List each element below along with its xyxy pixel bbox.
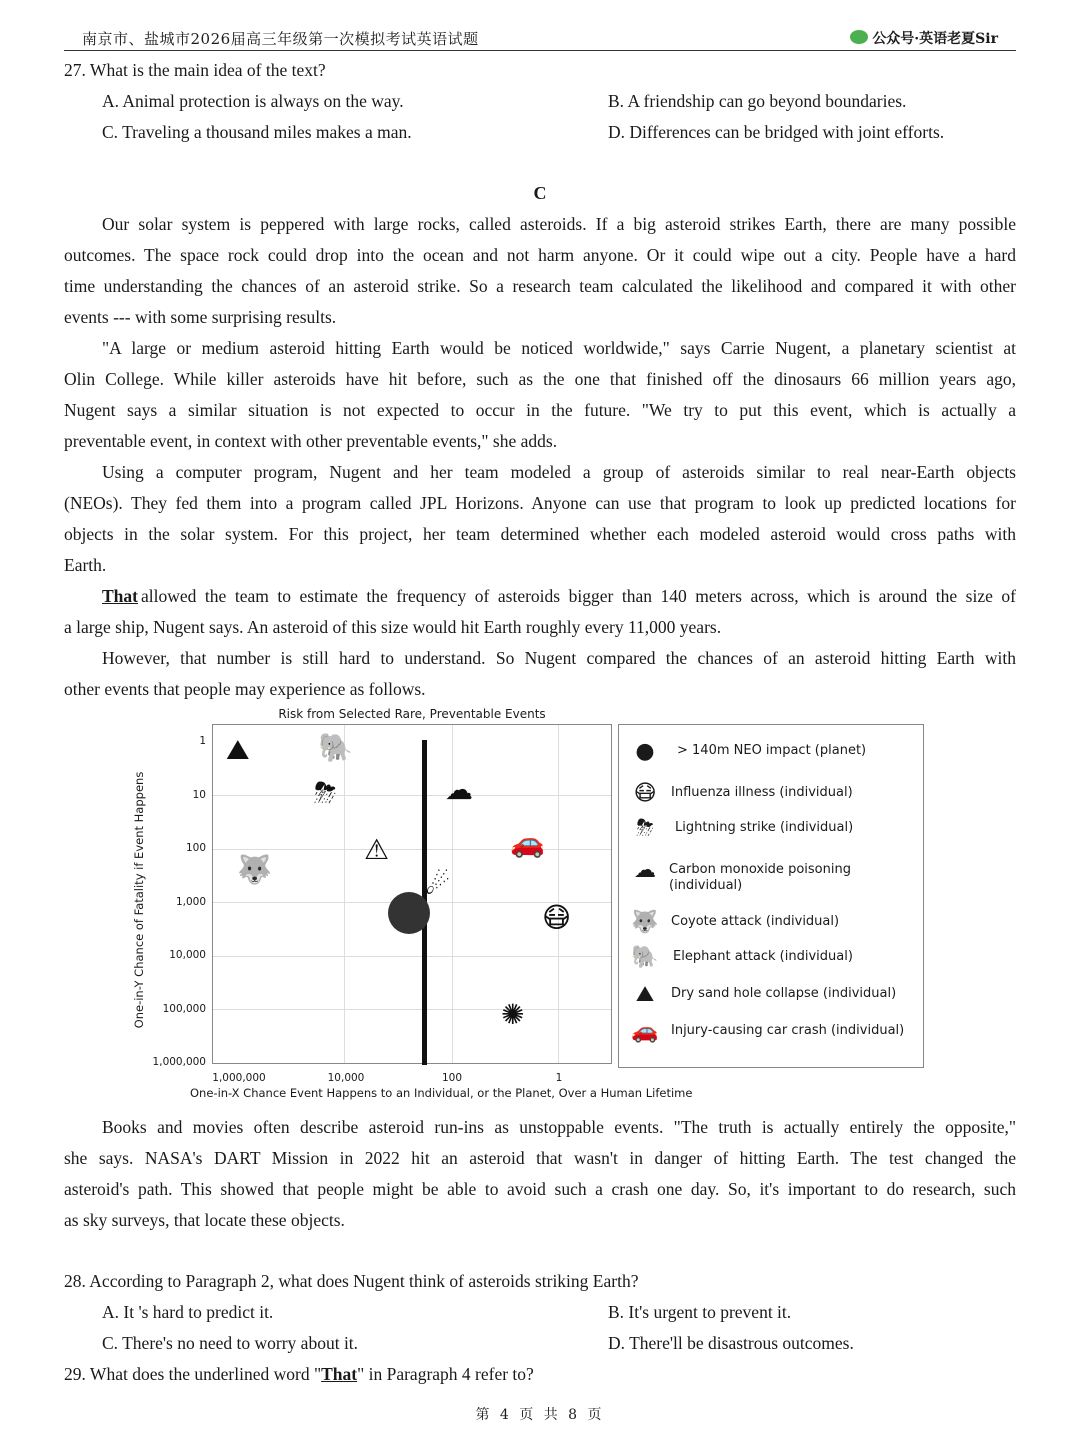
q27-option-d: D. Differences can be bridged with joint efforts. — [608, 122, 945, 142]
p6-line-4: as sky surveys, that locate these objects. — [64, 1210, 345, 1230]
p2-line-4: preventable event, in context with other preventable events," she adds. — [64, 431, 558, 451]
elephant-marker: 🐘 — [318, 731, 353, 764]
grid-line — [213, 795, 611, 796]
p1-line-1: Our solar system is peppered with large rocks, called asteroids. If a big asteroid strikes Earth, there are many possible — [102, 214, 1016, 234]
q27-option-a: A. Animal protection is always on the way. — [102, 91, 404, 111]
legend-item: 🐘 Elephant attack (individual) — [631, 945, 853, 970]
page-header — [64, 24, 1016, 51]
legend-item: 🐺 Coyote attack (individual) — [631, 910, 840, 935]
y-tick-1000000: 1,000,000 — [152, 1056, 206, 1068]
p6-line-1: Books and movies often describe asteroid run-ins as unstoppable events. "The truth is actually entirely the opposite," — [102, 1117, 1016, 1137]
q28-option-c: C. There's no need to worry about it. — [102, 1333, 359, 1353]
y-tick-10: 10 — [192, 789, 206, 801]
p3-line-1: Using a computer program, Nugent and her team modeled a group of asteroids similar to real near-Earth objects — [102, 462, 1016, 482]
p1-line-4: events --- with some surprising results. — [64, 307, 337, 327]
legend-item: ☁ Carbon monoxide poisoning (individual) — [619, 858, 919, 902]
y-tick-1000: 1,000 — [175, 896, 206, 908]
grid-line — [213, 956, 611, 957]
account-name: 公众号·英语老夏Sir — [872, 31, 998, 47]
lightning-marker: ⛈ — [314, 776, 337, 809]
p2-line-1: "A large or medium asteroid hitting Earth would be noticed worldwide," says Carrie Nugent, a planetary scientist at — [102, 338, 1016, 358]
lightning-cloud-icon: ⛈ — [636, 816, 654, 841]
x-tick-1: 1 — [555, 1072, 563, 1084]
coyote-icon: 🐺 — [631, 910, 659, 935]
sick-person-icon: 😷 — [633, 781, 657, 806]
legend-item: 😷 Influenza illness (individual) — [619, 781, 919, 815]
gas-person-icon: ☁ — [634, 858, 656, 883]
elephant-icon: 🐘 — [631, 945, 659, 970]
y-tick-10000: 10,000 — [169, 949, 206, 961]
wechat-icon — [850, 30, 868, 44]
chart-title: Risk from Selected Rare, Preventable Events — [278, 707, 546, 721]
influenza-marker: 😷 — [542, 901, 572, 934]
y-tick-100000: 100,000 — [162, 1003, 206, 1015]
planet-marker — [388, 892, 430, 934]
chart-legend — [618, 724, 924, 1068]
sand-hole-marker: ⛰ — [226, 733, 250, 766]
p4-line-2: a large ship, Nugent says. An asteroid of this size would hit Earth roughly every 11,000 years. — [64, 617, 722, 637]
section-label: C — [533, 183, 547, 203]
q28-stem: 28. According to Paragraph 2, what does Nugent think of asteroids striking Earth? — [64, 1271, 639, 1291]
q29-stem: 29. What does the underlined word "That" in Paragraph 4 refer to? — [64, 1364, 534, 1384]
p1-line-3: time understanding the chances of an asteroid strike. So a research team calculated the likelihood and compared it with other — [64, 276, 1016, 296]
carbon-monoxide-marker: ☁ — [445, 773, 473, 806]
page-footer: 第 4 页 共 8 页 — [475, 1407, 605, 1423]
asteroid-icon: ● — [635, 739, 655, 764]
grid-line — [558, 725, 559, 1063]
p2-line-2: Olin College. While killer asteroids have hit before, such as the one that finished off the dinosaurs 66 million years ago, — [64, 369, 1016, 389]
p5-line-1: However, that number is still hard to understand. So Nugent compared the chances of an asteroid hitting Earth with — [102, 648, 1016, 668]
p3-line-4: Earth. — [64, 555, 107, 575]
p4-that-word: That — [102, 586, 138, 606]
x-axis-label: One-in-X Chance Event Happens to an Individual, or the Planet, Over a Human Lifetime — [190, 1086, 693, 1100]
exam-title: 南京市、盐城市2026届高三年级第一次模拟考试英语试题 — [82, 30, 479, 48]
x-tick-10000: 10,000 — [327, 1072, 365, 1084]
x-tick-1000000: 1,000,000 — [212, 1072, 266, 1084]
virus-marker: ✺ — [501, 998, 525, 1031]
meteor-marker: ☄ — [425, 868, 451, 901]
q28-option-a: A. It 's hard to predict it. — [102, 1302, 274, 1322]
grid-line — [344, 725, 345, 1063]
fall-marker: ⚠ — [364, 833, 390, 866]
legend-item: ● > 140m NEO impact (planet) — [619, 739, 919, 773]
p3-line-3: objects in the solar system. For this project, her team determined whether each modeled asteroid would cross paths with — [64, 524, 1016, 544]
q27-option-c: C. Traveling a thousand miles makes a man. — [102, 122, 412, 142]
p4-line-1: allowed the team to estimate the frequency of asteroids bigger than 140 meters across, which is around the size of — [141, 586, 1016, 606]
car-crash-icon: 🚗 — [631, 1019, 659, 1044]
legend-item: 🚗 Injury-causing car crash (individual) — [631, 1019, 905, 1044]
q28-option-b: B. It's urgent to prevent it. — [608, 1302, 792, 1322]
car-crash-marker: 🚗 — [510, 826, 545, 859]
p5-line-2: other events that people may experience as follows. — [64, 679, 426, 699]
x-tick-100: 100 — [441, 1072, 463, 1084]
account-label — [850, 28, 998, 48]
q27-option-b: B. A friendship can go beyond boundaries. — [608, 91, 907, 111]
q27-stem: 27. What is the main idea of the text? — [64, 60, 326, 80]
p1-line-2: outcomes. The space rock could drop into the ocean and not harm anyone. Or it could wipe out a city. People have a hard — [64, 245, 1016, 265]
coyote-marker: 🐺 — [237, 853, 272, 886]
grid-line — [213, 849, 611, 850]
sand-hole-icon: ⛰ — [635, 982, 655, 1007]
y-tick-100: 100 — [185, 842, 206, 854]
legend-item: ⛰ Dry sand hole collapse (individual) — [619, 982, 919, 1016]
legend-item: ⛈ Lightning strike (individual) — [619, 816, 919, 850]
p3-line-2: (NEOs). They fed them into a program called JPL Horizons. Anyone can use that program to look up predicted locations for — [64, 493, 1016, 513]
p2-line-3: Nugent says a similar situation is not expected to occur in the future. "We try to put this event, which is actually a — [64, 400, 1016, 420]
p6-line-2: she says. NASA's DART Mission in 2022 hit an asteroid that wasn't in danger of hitting Earth. The test changed the — [64, 1148, 1016, 1168]
grid-line — [213, 1009, 611, 1010]
p6-line-3: asteroid's path. This showed that people might be able to avoid such a crash one day. So, it's important to do research, such — [64, 1179, 1016, 1199]
y-tick-1: 1 — [199, 735, 206, 747]
y-axis-label: One-in-Y Chance of Fatality if Event Happens — [132, 771, 146, 1029]
q28-option-d: D. There'll be disastrous outcomes. — [608, 1333, 854, 1353]
